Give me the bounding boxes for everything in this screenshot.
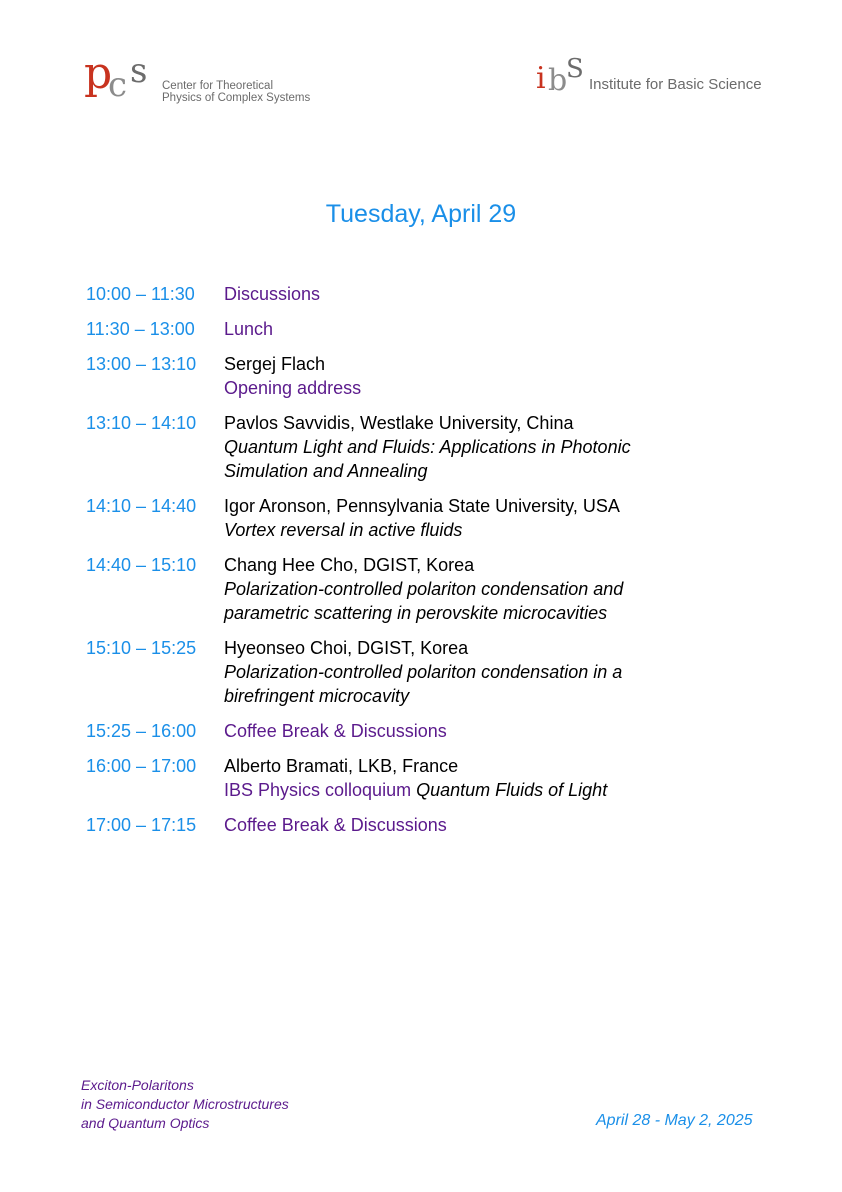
session-label: Opening address <box>224 378 362 398</box>
event-dates: April 28 - May 2, 2025 <box>596 1112 753 1129</box>
ibs-logo-mark-b: b <box>548 63 568 98</box>
pcs-logo-text <box>162 80 310 104</box>
schedule-time: 15:25 – 16:00 <box>86 721 197 741</box>
talk-title-line: birefringent microcavity <box>224 686 410 706</box>
event-name-line: Exciton-Polaritons <box>81 1077 194 1093</box>
schedule-row <box>86 494 766 542</box>
pcs-logo-line2: Physics of Complex Systems <box>162 92 311 104</box>
speaker-name: Hyeonseo Choi, DGIST, Korea <box>224 638 469 658</box>
pcs-logo-mark-c: c <box>108 65 128 105</box>
event-name <box>81 1076 289 1133</box>
session-label: Lunch <box>224 319 274 339</box>
session-label: Coffee Break & Discussions <box>224 721 447 741</box>
schedule-time: 13:00 – 13:10 <box>86 354 197 374</box>
schedule-row <box>86 282 766 306</box>
talk-title-line: Vortex reversal in active fluids <box>224 520 463 540</box>
speaker-name: Sergej Flach <box>224 354 326 374</box>
ibs-logo-mark-s: S <box>566 54 584 84</box>
schedule-row <box>86 317 766 341</box>
schedule-time: 13:10 – 14:10 <box>86 413 197 433</box>
schedule-time: 15:10 – 15:25 <box>86 638 197 658</box>
pcs-logo <box>84 48 314 108</box>
speaker-name: Igor Aronson, Pennsylvania State University, USA <box>224 496 620 516</box>
schedule-row <box>86 636 766 708</box>
talk-title-inline: Quantum Fluids of Light <box>416 780 608 800</box>
schedule-row <box>86 411 766 483</box>
pcs-logo-line1: Center for Theoretical <box>162 80 274 92</box>
schedule-time: 14:10 – 14:40 <box>86 496 197 516</box>
ibs-logo-name: Institute for Basic Science <box>589 76 762 93</box>
speaker-name: Pavlos Savvidis, Westlake University, China <box>224 413 574 433</box>
talk-title-line: Polarization-controlled polariton condensation in a <box>224 662 623 682</box>
schedule-row <box>86 352 766 400</box>
ibs-logo <box>536 54 766 110</box>
day-title: Tuesday, April 29 <box>325 200 517 228</box>
schedule-time: 14:40 – 15:10 <box>86 555 197 575</box>
schedule-time: 16:00 – 17:00 <box>86 756 197 776</box>
schedule-row <box>86 754 766 802</box>
speaker-name: Alberto Bramati, LKB, France <box>224 756 459 776</box>
talk-title-line: parametric scattering in perovskite microcavities <box>224 603 608 623</box>
session-label: Coffee Break & Discussions <box>224 815 447 835</box>
talk-title-line: Simulation and Annealing <box>224 461 428 481</box>
talk-title-line: Quantum Light and Fluids: Applications in Photonic <box>224 437 631 457</box>
schedule-time: 17:00 – 17:15 <box>86 815 197 835</box>
session-label: IBS Physics colloquium <box>224 780 412 800</box>
event-name-line: in Semiconductor Microstructures <box>81 1096 289 1112</box>
schedule-row <box>86 719 766 743</box>
schedule-time: 11:30 – 13:00 <box>86 319 195 339</box>
schedule-row <box>86 813 766 837</box>
pcs-logo-mark-s: s <box>130 51 148 91</box>
speaker-name: Chang Hee Cho, DGIST, Korea <box>224 555 475 575</box>
talk-title-line: Polarization-controlled polariton condensation and <box>224 579 624 599</box>
session-label: Discussions <box>224 284 321 304</box>
pcs-logo-mark-p: p <box>84 48 113 99</box>
schedule-row <box>86 553 766 625</box>
ibs-logo-mark-i: i <box>536 61 546 96</box>
event-name-line: and Quantum Optics <box>81 1115 210 1131</box>
schedule-list <box>86 282 766 848</box>
schedule-time: 10:00 – 11:30 <box>86 284 195 304</box>
